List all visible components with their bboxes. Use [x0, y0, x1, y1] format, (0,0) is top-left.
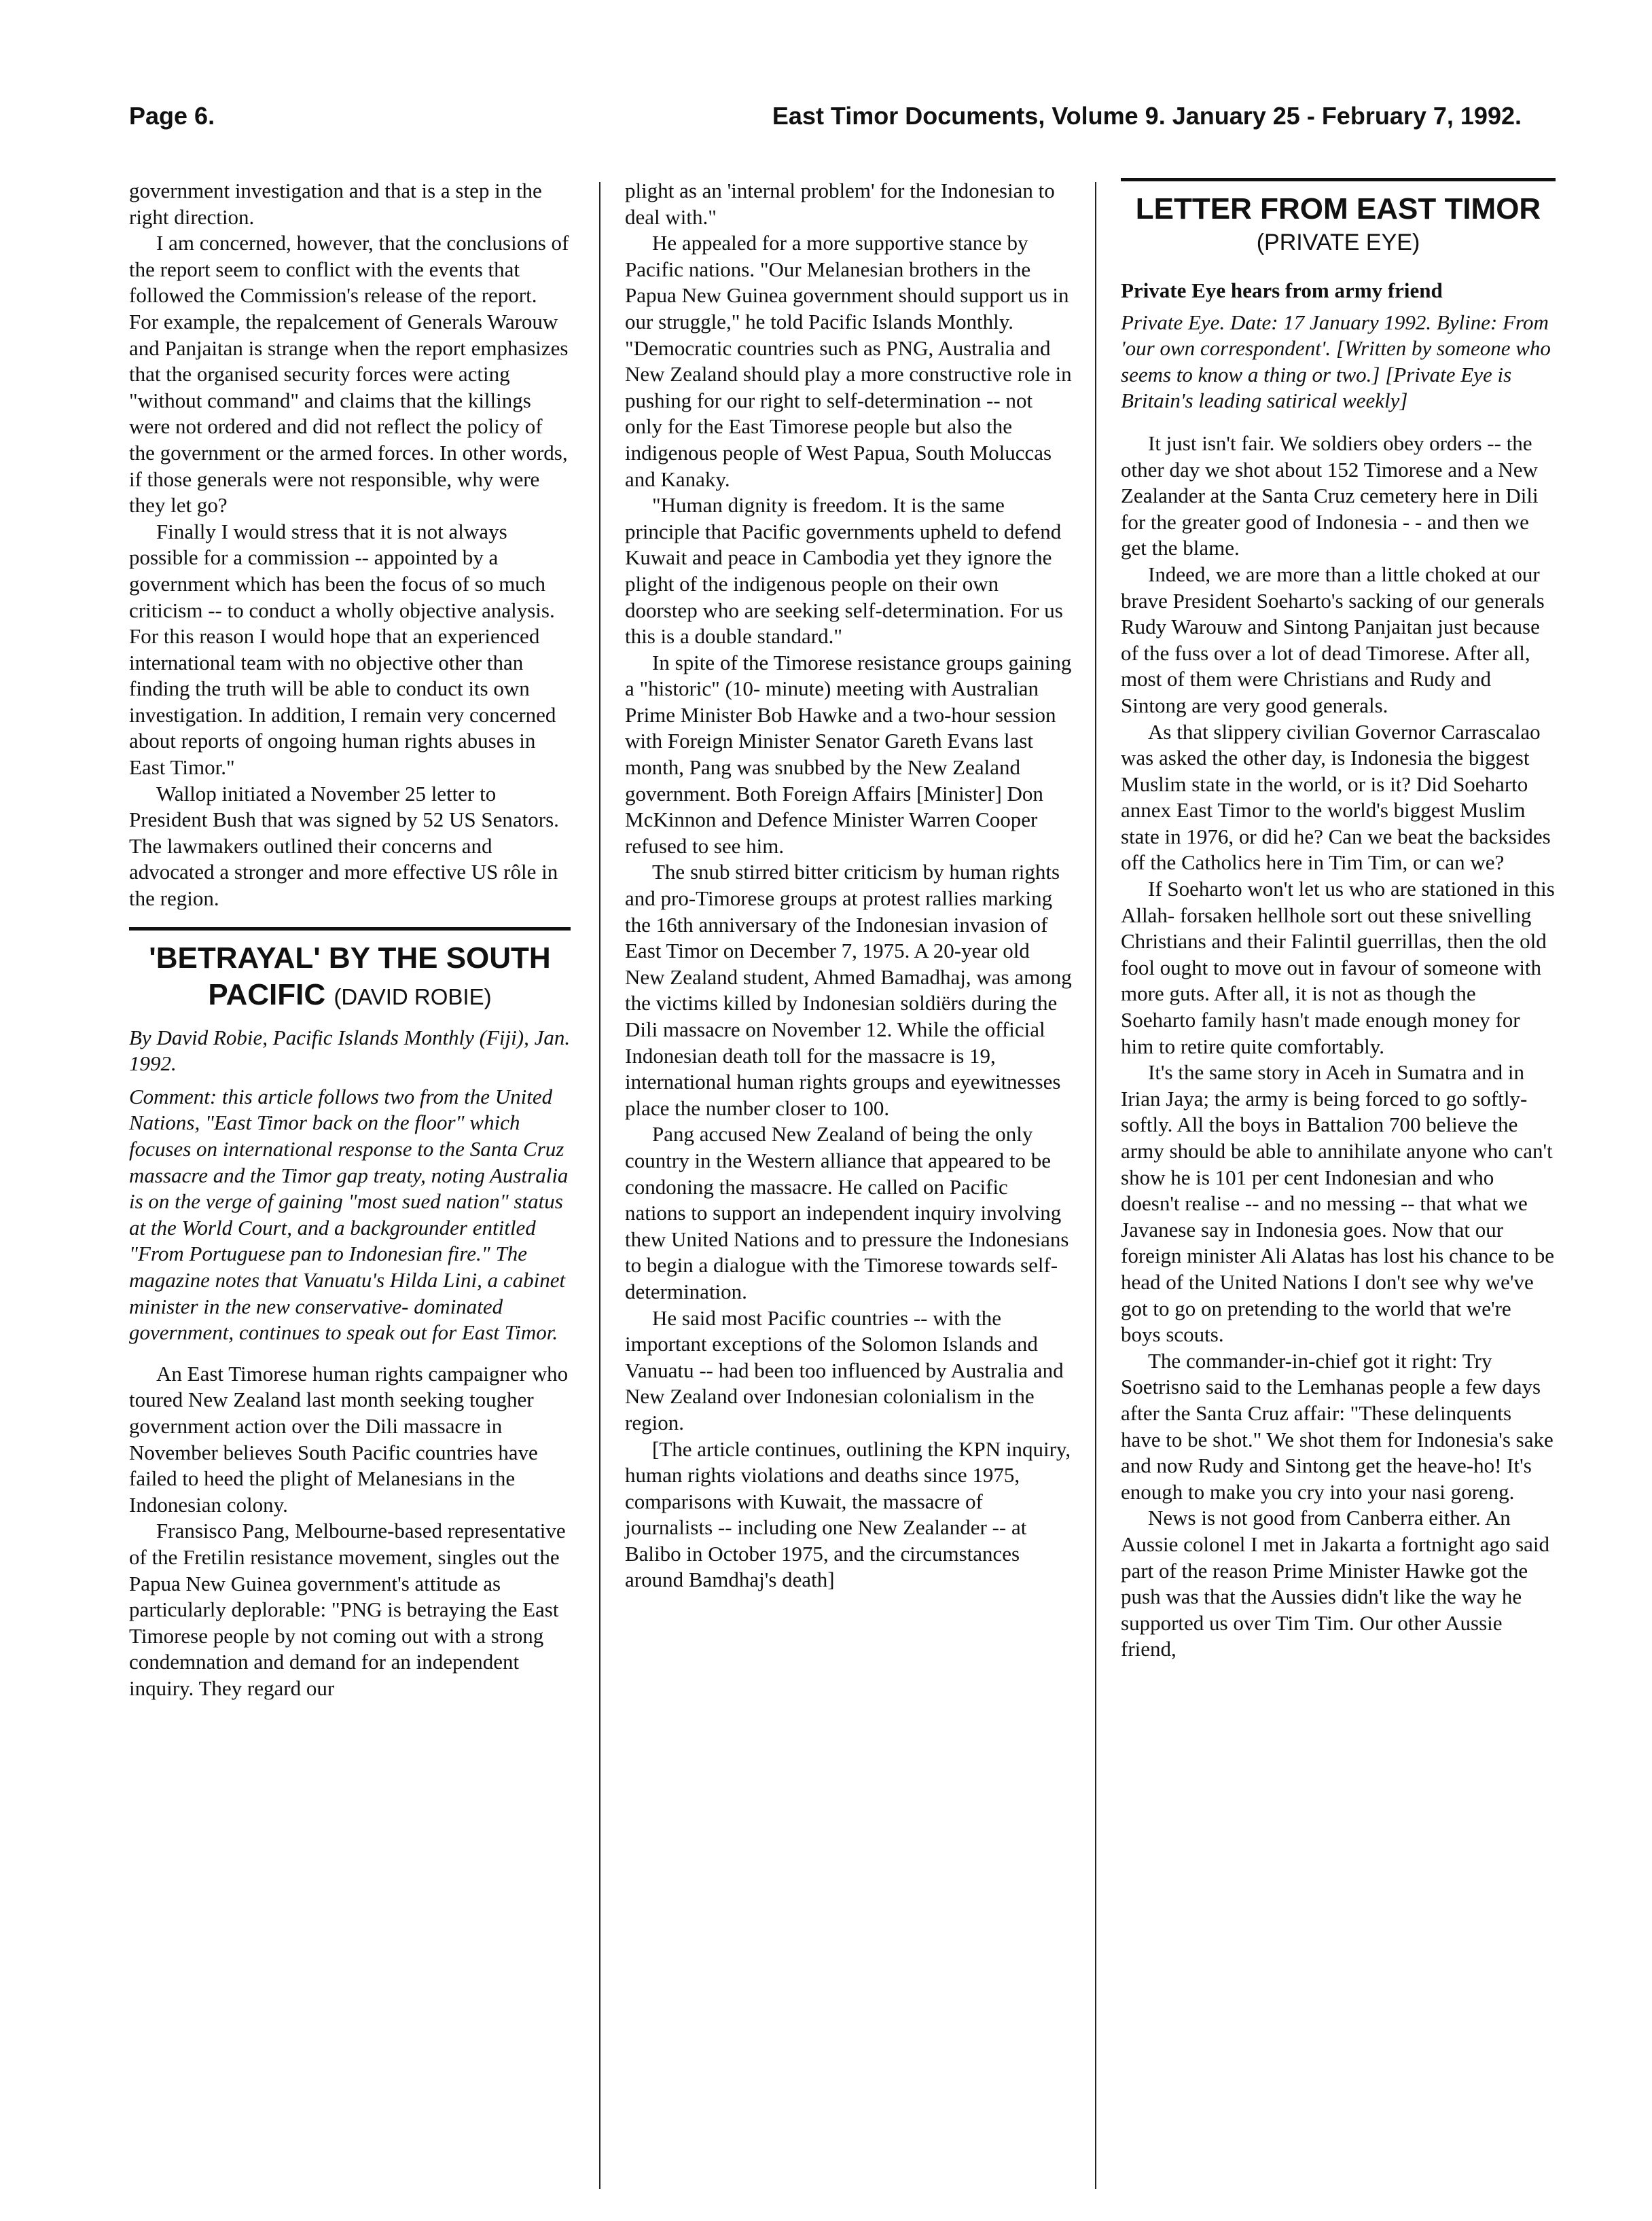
paragraph: He appealed for a more supportive stance by Pacific nations. "Our Melanesian brothers in the Papua New Guinea government should support us in our struggle," he told Pacific Islands Monthly. "Democratic countries such as PNG, Australia and New Zealand should play a more constructive role in pushing for our right to self-determination -- not only for the East Timorese people but also the indigenous people of West Papua, South Moluccas and Kanaky.: [625, 231, 1072, 491]
column-3: [1121, 178, 1556, 1663]
article-title: [129, 940, 571, 1015]
column-2: [625, 178, 1073, 1593]
paragraph: He said most Pacific countries -- with the important exceptions of the Solomon Islands and Vanuatu -- had been too influenced by Australia and New Zealand over Indonesian colonialism in the region.: [625, 1305, 1064, 1434]
paragraph: Finally I would stress that it is not always possible for a commission -- appointed by a government which has been the focus of so much criticism -- to conduct a wholly objective analysis. For this reason I would hope that an experienced international team with no objective other than finding the truth will be able to conduct its own investigation. In addition, I remain very concerned about reports of ongoing human rights abuses in East Timor.": [129, 519, 556, 780]
column-rule: [1095, 182, 1096, 2189]
paragraph: The commander-in-chief got it right: Try Soetrisno said to the Lemhanas people a few days after the Santa Cruz affair: "These delinquents have to be shot." We shot them for Indonesia's sake and now Rudy and Sintong get the heave-ho! It's enough to make you cry into your nasi goreng.: [1121, 1348, 1554, 1504]
article-title-text: 'BETRAYAL' BY THE SOUTH PACIFIC: [149, 941, 551, 1011]
paragraph: In spite of the Timorese resistance groups gaining a "historic" (10- minute) meeting with Australian Prime Minister Bob Hawke and a two-hour session with Foreign Minister Senator Gareth Evans last month, Pang was snubbed by the New Zealand government. Both Foreign Affairs [Minister] Don McKinnon and Defence Minister Warren Cooper refused to see him.: [625, 650, 1072, 858]
page-header: [129, 102, 1522, 143]
column-1: [129, 178, 571, 1701]
paragraph: plight as an 'internal problem' for the Indonesian to deal with.": [625, 179, 1055, 229]
article-title: LETTER FROM EAST TIMOR: [1135, 192, 1541, 225]
column-rule: [599, 182, 600, 2189]
paragraph: [The article continues, outlining the KPN inquiry, human rights violations and deaths since 1975, comparisons with Kuwait, the massacre of journalists -- including one New Zealander -- at Balibo in October 1975, and the circumstances around Bamdhaj's death]: [625, 1437, 1071, 1592]
paragraph: "Human dignity is freedom. It is the same principle that Pacific governments upheld to defend Kuwait and peace in Cambodia yet they ignore the plight of the indigenous people on their own doorstep who are seeking self-determination. For us this is a double standard.": [625, 493, 1063, 649]
paragraph: It just isn't fair. We soldiers obey orders -- the other day we shot about 152 Timorese and a New Zealander at the Santa Cruz cemetery here in Dili for the greater good of Indonesia - - and then we get the blame.: [1121, 431, 1539, 560]
article-byline: By David Robie, Pacific Islands Monthly (Fiji), Jan. 1992.: [129, 1025, 571, 1076]
paragraph: Indeed, we are more than a little choked at our brave President Soeharto's sacking of our generals Rudy Warouw and Sintong Panjaitan just because of the fuss over a lot of dead Timorese. After all, most of them were Christians and Rudy and Sintong are very good generals.: [1121, 562, 1545, 717]
paragraph: An East Timorese human rights campaigner who toured New Zealand last month seeking tougher government action over the Dili massacre in November believes South Pacific countries have failed to heed the plight of Melanesians in the Indonesian colony.: [129, 1361, 569, 1517]
paragraph: Wallop initiated a November 25 letter to President Bush that was signed by 52 US Senators. The lawmakers outlined their concerns and advocated a stronger and more effective US rôle in the region.: [129, 781, 559, 911]
paragraph: It's the same story in Aceh in Sumatra and in Irian Jaya; the army is being forced to go softly-softly. All the boys in Battalion 700 believe the army should be able to annihilate anyone who can't show he is 101 per cent Indonesian and who doesn't realise -- and no messing -- that what we Javanese say in Indonesia goes. Now that our foreign minister Ali Alatas has lost his chance to be head of the United Nations I don't see why we've got to go on pretending to the world that we're boys scouts.: [1121, 1060, 1554, 1347]
section-divider: [1121, 178, 1556, 181]
article-byline: Private Eye. Date: 17 January 1992. Byline: From 'our own correspondent'. [Written by someone who seems to know a thing or two.] [Private Eye is Britain's leading satirical weekly]: [1121, 310, 1551, 413]
paragraph: News is not good from Canberra either. An Aussie colonel I met in Jakarta a fortnight ago said part of the reason Prime Minister Hawke got the push was that the Aussies didn't like the way he supported us over Tim Tim. Our other Aussie friend,: [1121, 1506, 1550, 1661]
article-source: (PRIVATE EYE): [1256, 230, 1420, 255]
paragraph: The snub stirred bitter criticism by human rights and pro-Timorese groups at protest rallies marking the 16th anniversary of the Indonesian invasion of East Timor on December 7, 1975. A 20-year old New Zealand student, Ahmed Bamadhaj, was among the victims killed by Indonesian soldiërs during the Dili massacre on November 12. While the official Indonesian death toll for the massacre is 19, international human rights groups and eyewitnesses place the number closer to 100.: [625, 860, 1072, 1120]
page-number: Page 6.: [129, 102, 215, 130]
publication-title: East Timor Documents, Volume 9. January 25 - February 7, 1992.: [772, 102, 1522, 130]
paragraph: government investigation and that is a step in the right direction.: [129, 179, 542, 229]
paragraph: If Soeharto won't let us who are stationed in this Allah- forsaken hellhole sort out these snivelling Christians and their Falintil guerrillas, then the old fool ought to move out in favour of someone with more guts. After all, it is not as though the Soeharto family hasn't made enough money for him to retire quite comfortably.: [1121, 877, 1555, 1058]
paragraph: Pang accused New Zealand of being the only country in the Western alliance that appeared to be condoning the massacre. He called on Pacific nations to support an independent inquiry involving thew United Nations and to pressure the Indonesians to begin a dialogue with the Timorese towards self-determination.: [625, 1122, 1069, 1303]
section-divider: [129, 927, 571, 931]
paragraph: I am concerned, however, that the conclusions of the report seem to conflict with the events that followed the Commission's release of the report. For example, the repalcement of Generals Warouw and Panjaitan is strange when the report emphasizes that the organised security forces were acting "without command" and claims that the killings were not ordered and did not reflect the policy of the government or the armed forces. In other words, if those generals were not responsible, why were they let go?: [129, 231, 569, 518]
article-source: (DAVID ROBIE): [334, 983, 492, 1009]
article-subhead: Private Eye hears from army friend: [1121, 278, 1443, 302]
paragraph: As that slippery civilian Governor Carrascalao was asked the other day, is Indonesia the biggest Muslim state in the world, or is it? Did Soeharto annex East Timor to the world's biggest Muslim state in 1976, or did he? Can we beat the backsides off the Catholics here in Tim Tim, or can we?: [1121, 719, 1551, 875]
article-comment: Comment: this article follows two from the United Nations, "East Timor back on the floor" which focuses on international response to the Santa Cruz massacre and the Timor gap treaty, noting Australia is on the verge of gaining "most sued nation" status at the World Court, and a backgrounder entitled "From Portuguese pan to Indonesian fire." The magazine notes that Vanuatu's Hilda Lini, a cabinet minister in the new conservative- dominated government, continues to speak out for East Timor.: [129, 1084, 569, 1345]
paragraph: Fransisco Pang, Melbourne-based representative of the Fretilin resistance movement, singles out the Papua New Guinea government's attitude as particularly deplorable: "PNG is betraying the East Timorese people by not coming out with a strong condemnation and demand for an independent inquiry. They regard our: [129, 1519, 566, 1700]
